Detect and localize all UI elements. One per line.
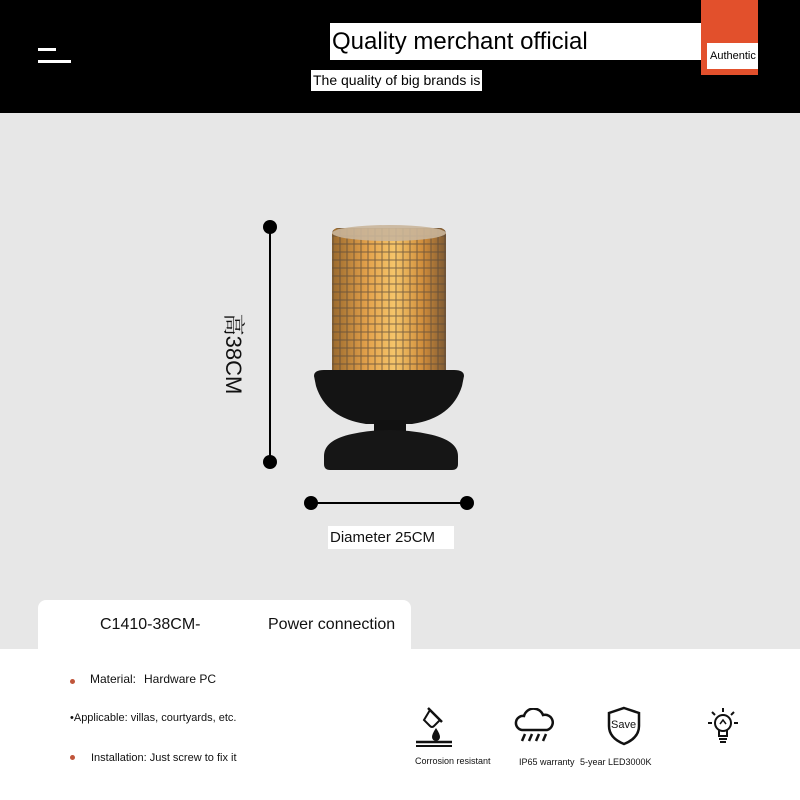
lamp-foot: [324, 430, 458, 470]
diameter-dimension-line: [311, 502, 467, 504]
authentic-badge-label: Authentic: [707, 43, 758, 69]
ip65-warranty-label: IP65 warranty: [519, 757, 575, 767]
menu-bar-short: [38, 48, 56, 51]
lamp-product-image: [312, 220, 468, 474]
material-spec-value: Hardware PC: [144, 672, 217, 686]
diameter-dimension-right-dot: [460, 496, 474, 510]
bullet-dot: [70, 679, 75, 684]
height-dimension-line: [269, 227, 271, 462]
diameter-dimension-left-dot: [304, 496, 318, 510]
diameter-label: Diameter 25CM: [328, 526, 454, 549]
menu-bar-long: [38, 60, 71, 63]
corrosion-resistant-label: Corrosion resistant: [415, 756, 491, 766]
material-spec: [90, 671, 216, 687]
material-spec-label: Material:: [90, 672, 137, 686]
model-code: C1410-38CM-: [100, 616, 201, 633]
warranty-led-label: 5-year LED3000K: [580, 757, 652, 767]
installation-spec: Installation: Just screw to fix it: [91, 752, 237, 764]
lamp-shade-mesh: [332, 228, 446, 390]
corrosion-resistant-icon: [414, 706, 454, 748]
light-bulb-icon: [704, 706, 742, 748]
brand-subtitle: The quality of big brands is: [311, 70, 482, 91]
brand-title: Quality merchant official: [330, 23, 748, 60]
height-dimension-bottom-dot: [263, 455, 277, 469]
power-connection-label: Power connection: [268, 616, 396, 633]
height-label: 高38CM: [221, 313, 246, 395]
waterproof-cloud-icon: [514, 708, 554, 744]
save-badge-text: Save: [611, 719, 637, 731]
applicable-spec: •Applicable: villas, courtyards, etc.: [70, 712, 237, 724]
menu-icon[interactable]: [38, 48, 72, 66]
lamp-shade-top: [332, 225, 446, 241]
height-dimension-top-dot: [263, 220, 277, 234]
bullet-dot: [70, 755, 75, 760]
lamp-bowl-base: [314, 370, 464, 424]
